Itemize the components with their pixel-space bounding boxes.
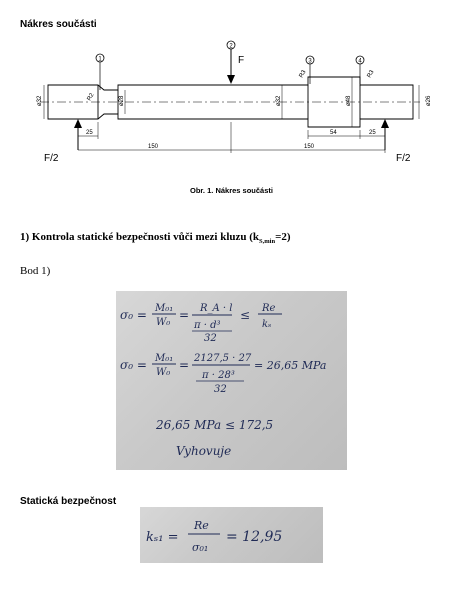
support-arrow-left — [74, 119, 82, 150]
svg-text:ø32: ø32 — [37, 95, 43, 106]
svg-text:=: = — [179, 308, 190, 322]
point-label: Bod 1) — [20, 265, 51, 277]
point-marker-2 — [227, 41, 235, 50]
support-label-left: F/2 — [44, 153, 59, 164]
svg-text:2127,5 · 27: 2127,5 · 27 — [194, 353, 252, 364]
svg-text:R3: R3 — [366, 69, 376, 79]
svg-text:M₀₁: M₀₁ — [155, 303, 174, 314]
svg-text:150: 150 — [304, 144, 315, 150]
svg-text:≤: ≤ — [240, 308, 251, 322]
svg-text:Re: Re — [262, 303, 276, 314]
svg-text:32: 32 — [214, 384, 227, 395]
svg-text:Re: Re — [194, 519, 209, 532]
svg-text:4: 4 — [358, 58, 362, 65]
svg-text:R_A · l: R_A · l — [200, 303, 233, 314]
load-label: F — [238, 55, 245, 66]
svg-text:= 26,65 MPa: = 26,65 MPa — [254, 359, 327, 372]
figure-caption: Obr. 1. Nákres součásti — [190, 186, 273, 195]
svg-text:32: 32 — [204, 333, 217, 344]
point-marker-3 — [306, 56, 314, 84]
svg-text:ø26: ø26 — [426, 95, 432, 106]
svg-text:M₀₁: M₀₁ — [155, 353, 174, 364]
drawing-title: Nákres součásti — [20, 19, 97, 30]
svg-text:ø28: ø28 — [119, 95, 125, 106]
svg-text:π · 28³: π · 28³ — [202, 370, 235, 381]
shaft-drawing — [0, 38, 463, 178]
svg-text:σ₀ =: σ₀ = — [120, 358, 147, 372]
svg-text:ø32: ø32 — [276, 95, 282, 106]
svg-text:σ₀ =: σ₀ = — [120, 308, 147, 322]
svg-text:3: 3 — [308, 58, 312, 65]
handwritten-safety-photo — [140, 507, 323, 563]
load-arrow — [227, 49, 244, 84]
svg-text:54: 54 — [330, 130, 337, 136]
section-1-heading: 1) Kontrola statické bezpečnosti vůči mezi kluzu $(k_{S,min}=2)$ — [20, 231, 291, 246]
svg-text:= 12,95: = 12,95 — [226, 529, 283, 545]
svg-text:kₛ₁ =: kₛ₁ = — [146, 530, 179, 545]
svg-text:W₀: W₀ — [156, 317, 171, 328]
svg-text:R2: R2 — [86, 92, 96, 102]
section-2-heading: Statická bezpečnost — [20, 496, 117, 507]
svg-text:150: 150 — [148, 144, 159, 150]
svg-text:25: 25 — [86, 130, 93, 136]
svg-text:26,65 MPa ≤ 172,5: 26,65 MPa ≤ 172,5 — [156, 418, 274, 432]
handwritten-calculation-photo — [116, 291, 347, 470]
svg-text:σ₀₁: σ₀₁ — [192, 541, 209, 554]
svg-text:W₀: W₀ — [156, 367, 171, 378]
svg-text:kₛ: kₛ — [262, 319, 272, 330]
svg-text:Vyhovuje: Vyhovuje — [176, 444, 232, 458]
svg-text:1: 1 — [98, 56, 102, 63]
support-label-right: F/2 — [396, 153, 411, 164]
svg-text:2: 2 — [229, 43, 233, 50]
svg-text:=: = — [179, 358, 190, 372]
svg-text:π · d³: π · d³ — [194, 320, 221, 331]
svg-text:25: 25 — [369, 130, 376, 136]
svg-text:ø48: ø48 — [346, 95, 352, 106]
svg-text:R3: R3 — [298, 69, 308, 79]
